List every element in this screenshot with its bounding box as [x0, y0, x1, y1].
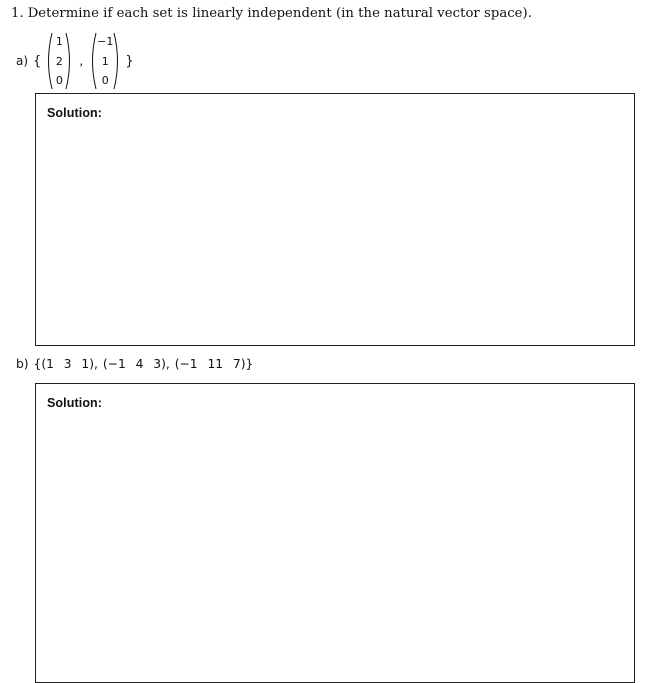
- question-heading: [11, 6, 532, 21]
- left-paren-icon: [88, 32, 98, 90]
- vector-1-entry-3: 0: [55, 74, 63, 87]
- vector-1-entry-1: 1: [55, 35, 63, 48]
- vector-2-entry-3: 0: [101, 74, 109, 87]
- column-vector-1: [44, 32, 74, 90]
- right-paren-icon: [64, 32, 74, 90]
- vector-2-entry-1: −1: [97, 35, 114, 48]
- part-b-label: b): [16, 357, 29, 371]
- vector-2-entry-2: 1: [101, 54, 109, 68]
- vector-separator: ,: [79, 54, 84, 68]
- part-a-statement: [16, 32, 134, 90]
- solution-box-part-a[interactable]: [35, 93, 635, 346]
- solution-box-part-b[interactable]: [35, 383, 635, 683]
- set-open-brace: {: [33, 53, 42, 69]
- set-close-brace: }: [125, 53, 134, 69]
- vector-1-entry-2: 2: [55, 54, 63, 68]
- left-paren-icon: [44, 32, 54, 90]
- solution-label-part-a: Solution:: [47, 106, 103, 120]
- right-paren-icon: [112, 32, 122, 90]
- question-number: 1.: [11, 6, 24, 21]
- solution-label-part-b: Solution:: [47, 396, 103, 410]
- part-a-label: a): [16, 54, 29, 68]
- question-prompt: Determine if each set is linearly independent (in the natural vector space).: [27, 6, 532, 21]
- part-b-statement: [16, 357, 253, 371]
- part-b-set: {(1 3 1), (−1 4 3), (−1 11 7)}: [33, 357, 254, 371]
- column-vector-2: [88, 32, 122, 90]
